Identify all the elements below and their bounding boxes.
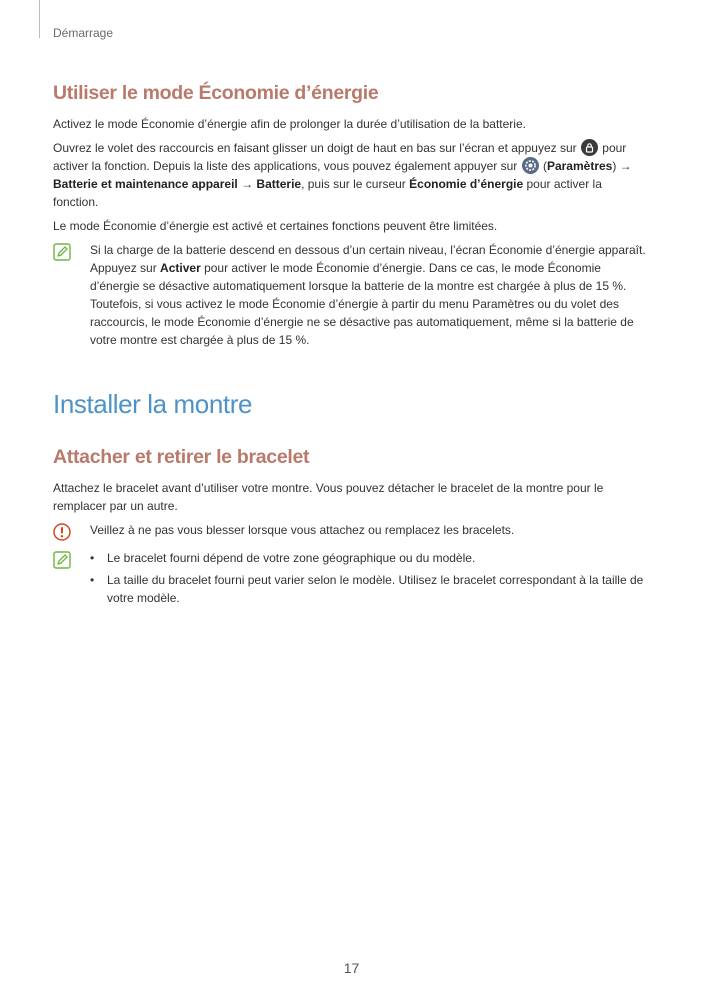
- paragraph-instructions: [53, 139, 648, 211]
- bold-term-activate: Activer: [160, 261, 201, 275]
- list-item: • Le bracelet fourni dépend de votre zone géographique ou du modèle.: [90, 549, 648, 567]
- text-run: pour activer le mode Économie d’énergie. Dans ce cas, le mode Économie d’énergie se désactive automatiquement lorsque la batterie de la montre est chargée à plus de 15 %. Toutefois, si vous activez le mode Économie d’énergie à partir du menu Paramètres ou du volet des raccourcis, le mode Économie d’énergie ne se désactive pas automatiquement, même si la batterie de votre montre est chargée à plus de 15 %.: [90, 261, 634, 347]
- note-pencil-icon: [53, 243, 71, 261]
- list-item: • La taille du bracelet fourni peut varier selon le modèle. Utilisez le bracelet correspondant à la taille de votre modèle.: [90, 571, 648, 607]
- text-run: (: [539, 159, 547, 173]
- bold-term-battery-maintenance: Batterie et maintenance appareil: [53, 177, 238, 191]
- page-content: [53, 82, 648, 617]
- caution-paragraph: Veillez à ne pas vous blesser lorsque vous attachez ou remplacez les bracelets.: [90, 523, 515, 537]
- note-paragraph: [90, 241, 648, 349]
- caution-box: [53, 521, 648, 541]
- text-run: ) →: [612, 159, 632, 173]
- text-run: , puis sur le curseur: [301, 177, 410, 191]
- note-list: [90, 549, 648, 611]
- paragraph-strap-intro: Attachez le bracelet avant d’utiliser votre montre. Vous pouvez détacher le bracelet de la montre pour le remplacer par un autre.: [53, 481, 604, 513]
- margin-rule: [39, 0, 40, 38]
- note-box: [53, 241, 648, 349]
- note-pencil-icon: [53, 551, 71, 569]
- text-run: pour activer la fonction. Depuis la liste des applications, vous pouvez également appuyer sur: [53, 141, 627, 173]
- text-run: Si la charge de la batterie descend en dessous d’un certain niveau, l’écran Économie d’énergie apparaît. Appuyez sur: [90, 243, 646, 275]
- text-run: pour activer la fonction.: [53, 177, 602, 209]
- paragraph-intro: Activez le mode Économie d’énergie afin de prolonger la durée d’utilisation de la batterie.: [53, 117, 526, 131]
- chapter-title-install-watch: Installer la montre: [53, 389, 253, 419]
- bullet-list: [90, 549, 648, 607]
- text-run: →: [237, 177, 257, 191]
- section-title-strap: Attacher et retirer le bracelet: [53, 446, 310, 468]
- bold-term-battery: Batterie: [256, 177, 302, 191]
- page-number: 17: [343, 960, 360, 976]
- bold-term-settings: Paramètres: [546, 159, 613, 173]
- power-saving-lock-icon: [581, 139, 598, 156]
- caution-text: [90, 521, 648, 539]
- note-text: [90, 241, 648, 349]
- settings-gear-icon: [522, 157, 539, 174]
- section-title-power-saving: Utiliser le mode Économie d’énergie: [53, 82, 379, 104]
- caution-exclamation-icon: [53, 523, 71, 541]
- text-run: Ouvrez le volet des raccourcis en faisant glisser un doigt de haut en bas sur l’écran et appuyez sur: [53, 141, 580, 155]
- paragraph-status: Le mode Économie d’énergie est activé et certaines fonctions peuvent être limitées.: [53, 219, 498, 233]
- note-box-strap: [53, 549, 648, 611]
- bold-term-power-saving: Économie d’énergie: [409, 177, 524, 191]
- running-header: Démarrage: [53, 26, 114, 40]
